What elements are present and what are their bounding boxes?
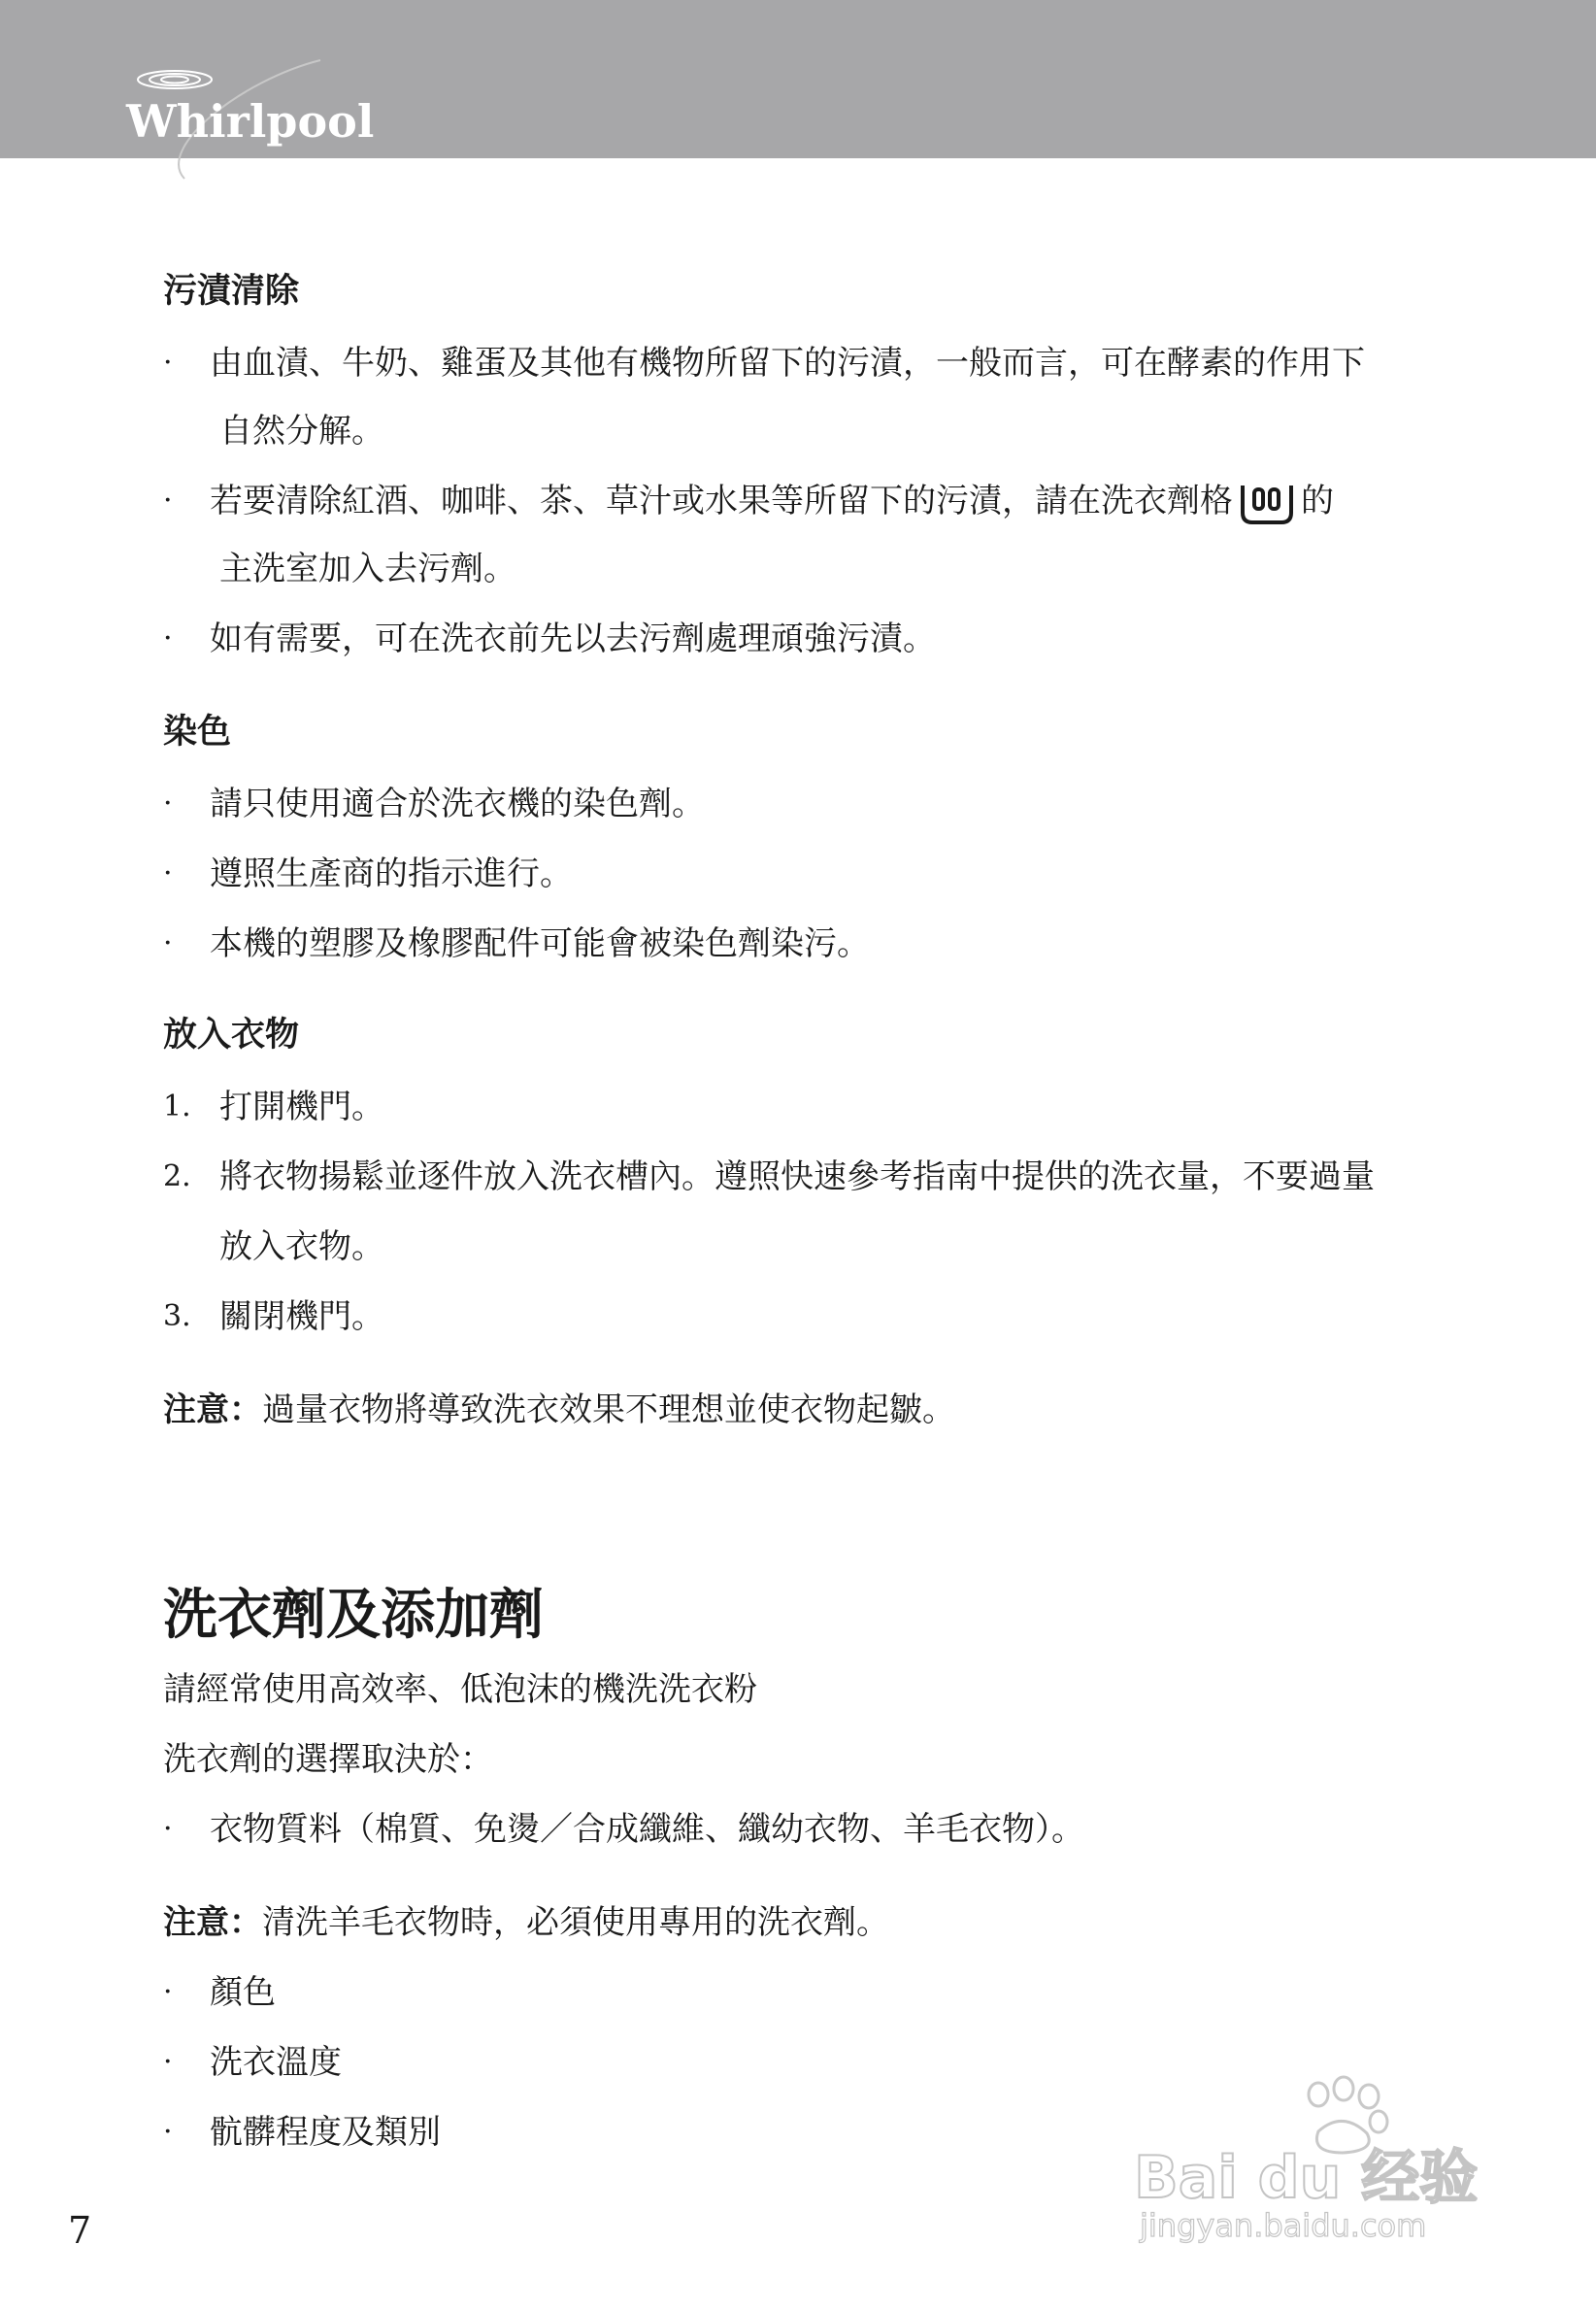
bullet-symbol: · <box>163 621 173 655</box>
load-step-3: 關閉機門。 <box>219 1297 384 1336</box>
watermark-brand: Bai du 经验 <box>1134 2144 1479 2212</box>
load-step-2-line-1: 將衣物揚鬆並逐件放入洗衣槽內。遵照快速參考指南中提供的洗衣量，不要過量 <box>219 1157 1375 1196</box>
stain-bullet-2-line-2: 主洗室加入去污劑。 <box>219 550 516 588</box>
step-number-1: 1. <box>163 1089 191 1123</box>
page-number: 7 <box>68 2209 92 2252</box>
bullet-symbol: · <box>163 484 173 518</box>
stain-bullet-3: 如有需要，可在洗衣前先以去污劑處理頑強污漬。 <box>210 620 936 658</box>
stain-bullet-2-line-1 <box>210 480 1334 526</box>
detergent-paragraph-1: 請經常使用高效率、低泡沫的機洗洗衣粉 <box>163 1670 757 1709</box>
step-number-2: 2. <box>163 1159 191 1193</box>
section-heading-load: 放入衣物 <box>163 1015 300 1055</box>
note-label: 注意： <box>163 1903 262 1942</box>
baidu-watermark <box>1134 2073 1503 2248</box>
load-note <box>163 1389 955 1431</box>
bullet-symbol: · <box>163 926 173 960</box>
stain-bullet-2-text-b: 的 <box>1301 482 1334 520</box>
step-number-3: 3. <box>163 1299 191 1333</box>
stain-bullet-2-text-a: 若要清除紅酒、咖啡、茶、草汁或水果等所留下的污漬，請在洗衣劑格 <box>210 482 1233 520</box>
section-heading-dye: 染色 <box>163 712 232 752</box>
detergent-bullet-1: 衣物質料（棉質、免燙／合成纖維、纖幼衣物、羊毛衣物）。 <box>210 1810 1084 1849</box>
note-label: 注意： <box>163 1391 262 1429</box>
bullet-symbol: · <box>163 2115 173 2149</box>
bullet-symbol: · <box>163 1975 173 2009</box>
dye-bullet-3: 本機的塑膠及橡膠配件可能會被染色劑染污。 <box>210 924 870 963</box>
detergent-bullet-2: 顏色 <box>210 1973 276 2012</box>
bullet-symbol: · <box>163 1812 173 1846</box>
stain-bullet-1-line-2: 自然分解。 <box>219 412 384 451</box>
section-heading-stain: 污漬清除 <box>163 271 300 311</box>
load-step-2-line-2: 放入衣物。 <box>219 1227 384 1266</box>
section-title-detergent: 洗衣劑及添加劑 <box>163 1583 544 1647</box>
brand-name: Whirlpool <box>126 95 375 148</box>
load-step-1: 打開機門。 <box>219 1088 384 1126</box>
dye-bullet-1: 請只使用適合於洗衣機的染色劑。 <box>210 785 705 823</box>
bullet-symbol: · <box>163 787 173 821</box>
detergent-paragraph-2: 洗衣劑的選擇取決於： <box>163 1740 493 1779</box>
detergent-bullet-4: 骯髒程度及類別 <box>210 2113 441 2152</box>
detergent-bullet-3: 洗衣溫度 <box>210 2043 342 2082</box>
dye-bullet-2: 遵照生產商的指示進行。 <box>210 854 573 893</box>
bullet-symbol: · <box>163 2045 173 2079</box>
stain-bullet-1-line-1: 由血漬、牛奶、雞蛋及其他有機物所留下的污漬，一般而言，可在酵素的作用下 <box>210 344 1365 383</box>
bullet-symbol: · <box>163 346 173 380</box>
watermark-url: jingyan.baidu.com <box>1140 2207 1427 2244</box>
main-wash-compartment-icon <box>1237 480 1297 526</box>
detergent-note <box>163 1901 889 1944</box>
note-text: 清洗羊毛衣物時，必須使用專用的洗衣劑。 <box>262 1903 889 1942</box>
note-text: 過量衣物將導致洗衣效果不理想並使衣物起皺。 <box>262 1391 955 1429</box>
bullet-symbol: · <box>163 856 173 890</box>
